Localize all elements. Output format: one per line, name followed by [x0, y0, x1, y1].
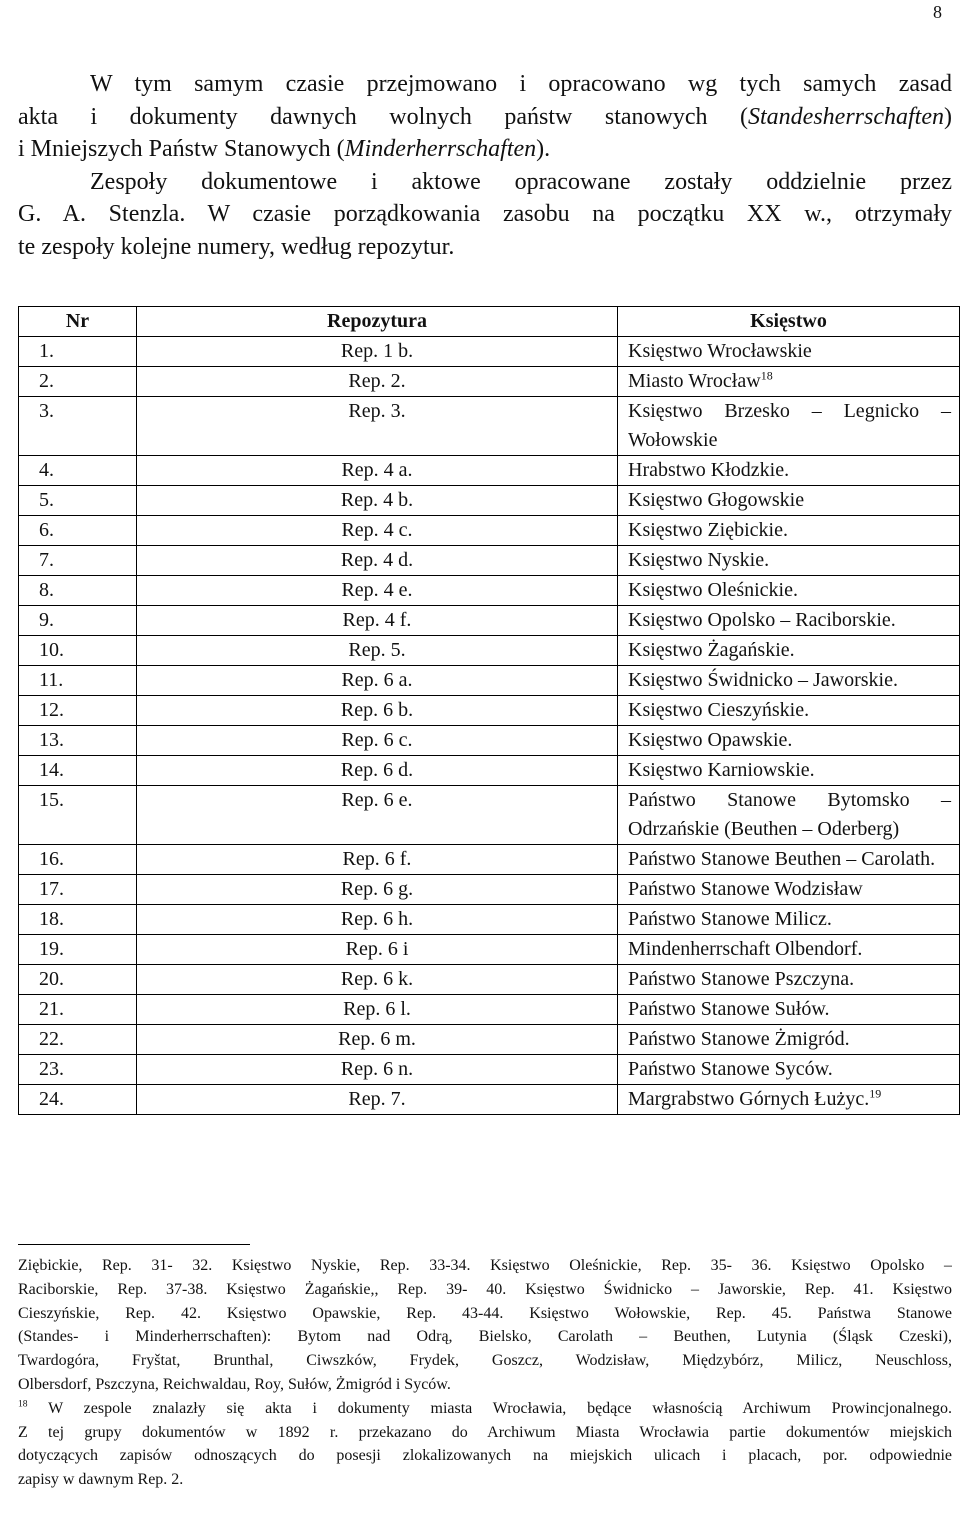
table-row — [19, 756, 960, 786]
ksiestwo-name: Księstwo Opolsko – Raciborskie. — [628, 609, 896, 631]
table-row — [19, 726, 960, 756]
cell-ksiestwo — [618, 576, 960, 606]
footnote-line: dotyczących zapisów odnoszących do posesji zlokalizowanych na miejskich ulicach i placach, por. odpowiednie — [18, 1447, 952, 1465]
table-row — [19, 666, 960, 696]
ksiestwo-name: Księstwo Żagańskie. — [628, 639, 795, 661]
cell-repozytura: Rep. 1 b. — [137, 337, 618, 367]
intro-line: G. A. Stenzla. W czasie porządkowania zasobu na początku XX w., otrzymały — [18, 201, 952, 227]
cell-ksiestwo — [618, 696, 960, 726]
cell-ksiestwo — [618, 367, 960, 397]
cell-ksiestwo — [618, 546, 960, 576]
cell-repozytura: Rep. 4 c. — [137, 516, 618, 546]
ksiestwo-name: Państwo Stanowe Syców. — [628, 1058, 833, 1080]
cell-repozytura: Rep. 6 e. — [137, 786, 618, 845]
cell-ksiestwo — [618, 756, 960, 786]
ksiestwo-name: Księstwo Cieszyńskie. — [628, 699, 810, 721]
footnote-separator — [18, 1244, 250, 1245]
ksiestwo-name: Księstwo Wrocławskie — [628, 340, 812, 362]
cell-ksiestwo — [618, 845, 960, 875]
ksiestwo-name: Księstwo Karniowskie. — [628, 759, 815, 781]
cell-nr: 5. — [19, 486, 137, 516]
cell-repozytura: Rep. 4 d. — [137, 546, 618, 576]
table-row — [19, 1085, 960, 1115]
ksiestwo-name: Państwo Stanowe Sułów. — [628, 998, 830, 1020]
footnote-line: (Standes- i Minderherrschaften): Bytom nad Odrą, Bielsko, Carolath – Beuthen, Lutynia (Śląsk Czeski), — [18, 1328, 952, 1346]
cell-nr: 15. — [19, 786, 137, 845]
cell-nr: 14. — [19, 756, 137, 786]
intro-paragraph — [18, 68, 952, 263]
ksiestwo-name: Księstwo Ziębickie. — [628, 519, 788, 541]
cell-repozytura: Rep. 6 k. — [137, 965, 618, 995]
italic-term: Minderherrschaften — [344, 136, 537, 162]
table-row — [19, 696, 960, 726]
cell-repozytura: Rep. 6 b. — [137, 696, 618, 726]
cell-repozytura: Rep. 6 g. — [137, 875, 618, 905]
table-row — [19, 397, 960, 456]
footnote-reference: 19 — [869, 1086, 882, 1101]
column-header-ksiestwo: Księstwo — [618, 307, 960, 337]
page-number: 8 — [933, 2, 942, 22]
cell-nr: 4. — [19, 456, 137, 486]
intro-line: i Mniejszych Państw Stanowych (Minderherrschaften). — [18, 136, 551, 162]
cell-ksiestwo — [618, 786, 960, 845]
cell-repozytura: Rep. 6 f. — [137, 845, 618, 875]
cell-repozytura: Rep. 6 l. — [137, 995, 618, 1025]
cell-nr: 2. — [19, 367, 137, 397]
cell-ksiestwo — [618, 337, 960, 367]
cell-nr: 24. — [19, 1085, 137, 1115]
cell-nr: 20. — [19, 965, 137, 995]
cell-repozytura: Rep. 6 h. — [137, 905, 618, 935]
ksiestwo-name: Państwo Stanowe Beuthen – Carolath. — [628, 848, 936, 870]
cell-ksiestwo — [618, 935, 960, 965]
table-row — [19, 367, 960, 397]
intro-line: W tym samym czasie przejmowano i opracowano wg tych samych zasad — [90, 71, 952, 97]
cell-repozytura: Rep. 6 c. — [137, 726, 618, 756]
cell-ksiestwo — [618, 397, 960, 456]
column-header-nr: Nr — [19, 307, 137, 337]
ksiestwo-name: Mindenherrschaft Olbendorf. — [628, 938, 863, 960]
ksiestwo-name: Księstwo Opawskie. — [628, 729, 793, 751]
cell-nr: 18. — [19, 905, 137, 935]
cell-repozytura: Rep. 2. — [137, 367, 618, 397]
table-header-row — [19, 307, 960, 337]
cell-repozytura: Rep. 6 a. — [137, 666, 618, 696]
repozytura-table — [18, 306, 960, 1115]
footnotes — [18, 1254, 952, 1492]
table-row — [19, 1055, 960, 1085]
footnote-reference: 18 — [760, 368, 773, 383]
cell-repozytura: Rep. 6 m. — [137, 1025, 618, 1055]
table-row — [19, 576, 960, 606]
ksiestwo-name: Hrabstwo Kłodzkie. — [628, 459, 790, 481]
cell-repozytura: Rep. 4 a. — [137, 456, 618, 486]
footnote-line: Z tej grupy dokumentów w 1892 r. przekazano do Archiwum Miasta Wrocławia partie dokumentów miejskich — [18, 1423, 952, 1441]
cell-nr: 23. — [19, 1055, 137, 1085]
footnote-line: zapisy w dawnym Rep. 2. — [18, 1471, 184, 1489]
cell-ksiestwo — [618, 666, 960, 696]
cell-nr: 22. — [19, 1025, 137, 1055]
cell-nr: 11. — [19, 666, 137, 696]
table-row — [19, 786, 960, 845]
table-row — [19, 486, 960, 516]
intro-line: Zespoły dokumentowe i aktowe opracowane zostały oddzielnie przez — [90, 168, 952, 195]
cell-ksiestwo — [618, 456, 960, 486]
table-row — [19, 337, 960, 367]
table-row — [19, 875, 960, 905]
ksiestwo-name: Państwo Stanowe Żmigród. — [628, 1028, 850, 1050]
cell-ksiestwo — [618, 516, 960, 546]
ksiestwo-name: Księstwo Świdnicko – Jaworskie. — [628, 669, 898, 691]
table-row — [19, 905, 960, 935]
table-row — [19, 845, 960, 875]
cell-nr: 17. — [19, 875, 137, 905]
table-row — [19, 965, 960, 995]
cell-nr: 7. — [19, 546, 137, 576]
ksiestwo-name: Księstwo Brzesko – Legnicko – Wołowskie — [628, 400, 951, 451]
table-row — [19, 636, 960, 666]
footnote-line: Raciborskie, Rep. 37-38. Księstwo Żagańskie,, Rep. 39- 40. Księstwo Świdnicko – Jaworskie, Rep. 41. Księstwo — [18, 1280, 952, 1298]
cell-ksiestwo — [618, 1025, 960, 1055]
ksiestwo-name: Księstwo Oleśnickie. — [628, 579, 798, 601]
ksiestwo-name: Państwo Stanowe Bytomsko – Odrzańskie (Beuthen – Oderberg) — [628, 789, 951, 840]
italic-term: Standesherrschaften — [748, 103, 944, 130]
table-row — [19, 1025, 960, 1055]
ksiestwo-name: Państwo Stanowe Milicz. — [628, 908, 832, 930]
ksiestwo-name: Miasto Wrocław — [628, 370, 761, 392]
table-row — [19, 516, 960, 546]
column-header-repozytura: Repozytura — [137, 307, 618, 337]
cell-nr: 8. — [19, 576, 137, 606]
cell-repozytura: Rep. 4 e. — [137, 576, 618, 606]
footnote-line: Olbersdorf, Pszczyna, Reichwaldau, Roy, Sułów, Żmigród i Syców. — [18, 1375, 451, 1393]
footnote-line: Twardogóra, Fryštat, Brunthal, Ciwszków, Frydek, Goszcz, Wodzisław, Międzybórz, Milicz, Neuschloss, — [18, 1352, 952, 1370]
intro-line: te zespoły kolejne numery, według repozytur. — [18, 233, 455, 260]
table-row — [19, 935, 960, 965]
cell-ksiestwo — [618, 726, 960, 756]
cell-repozytura: Rep. 6 n. — [137, 1055, 618, 1085]
cell-repozytura: Rep. 4 b. — [137, 486, 618, 516]
ksiestwo-name: Księstwo Nyskie. — [628, 549, 770, 571]
cell-nr: 1. — [19, 337, 137, 367]
ksiestwo-name: Księstwo Głogowskie — [628, 489, 805, 511]
cell-repozytura: Rep. 6 i — [137, 935, 618, 965]
intro-line: akta i dokumenty dawnych wolnych państw stanowych (Standesherrschaften) — [18, 103, 952, 130]
ksiestwo-name: Margrabstwo Górnych Łużyc. — [628, 1088, 870, 1110]
cell-nr: 12. — [19, 696, 137, 726]
footnote-mark: 18 — [18, 1398, 28, 1410]
cell-nr: 3. — [19, 397, 137, 456]
footnote-line: Cieszyńskie, Rep. 42. Księstwo Opawskie, Rep. 43-44. Księstwo Wołowskie, Rep. 45. Państwa Stanowe — [18, 1304, 952, 1322]
cell-ksiestwo — [618, 636, 960, 666]
cell-ksiestwo — [618, 875, 960, 905]
cell-ksiestwo — [618, 486, 960, 516]
cell-nr: 6. — [19, 516, 137, 546]
ksiestwo-name: Państwo Stanowe Wodzisław — [628, 878, 863, 900]
footnote-18: $^{18}$ W zespole znalazły się akta i dokumenty miasta Wrocławia, będące własnością Archiwum Prowincjonalnego. — [18, 1398, 952, 1417]
table-row — [19, 456, 960, 486]
table-row — [19, 546, 960, 576]
table-row — [19, 606, 960, 636]
cell-nr: 13. — [19, 726, 137, 756]
cell-ksiestwo — [618, 905, 960, 935]
cell-ksiestwo — [618, 1055, 960, 1085]
cell-repozytura: Rep. 4 f. — [137, 606, 618, 636]
cell-repozytura: Rep. 5. — [137, 636, 618, 666]
cell-repozytura: Rep. 3. — [137, 397, 618, 456]
cell-ksiestwo — [618, 606, 960, 636]
cell-ksiestwo — [618, 965, 960, 995]
cell-ksiestwo — [618, 1085, 960, 1115]
cell-nr: 16. — [19, 845, 137, 875]
table-row — [19, 995, 960, 1025]
footnote-line: Ziębickie, Rep. 31- 32. Księstwo Nyskie, Rep. 33-34. Księstwo Oleśnickie, Rep. 35- 36. Księstwo Opolsko – — [18, 1257, 952, 1274]
cell-nr: 21. — [19, 995, 137, 1025]
ksiestwo-name: Państwo Stanowe Pszczyna. — [628, 968, 855, 990]
cell-nr: 9. — [19, 606, 137, 636]
cell-repozytura: Rep. 7. — [137, 1085, 618, 1115]
cell-repozytura: Rep. 6 d. — [137, 756, 618, 786]
cell-nr: 19. — [19, 935, 137, 965]
cell-ksiestwo — [618, 995, 960, 1025]
cell-nr: 10. — [19, 636, 137, 666]
